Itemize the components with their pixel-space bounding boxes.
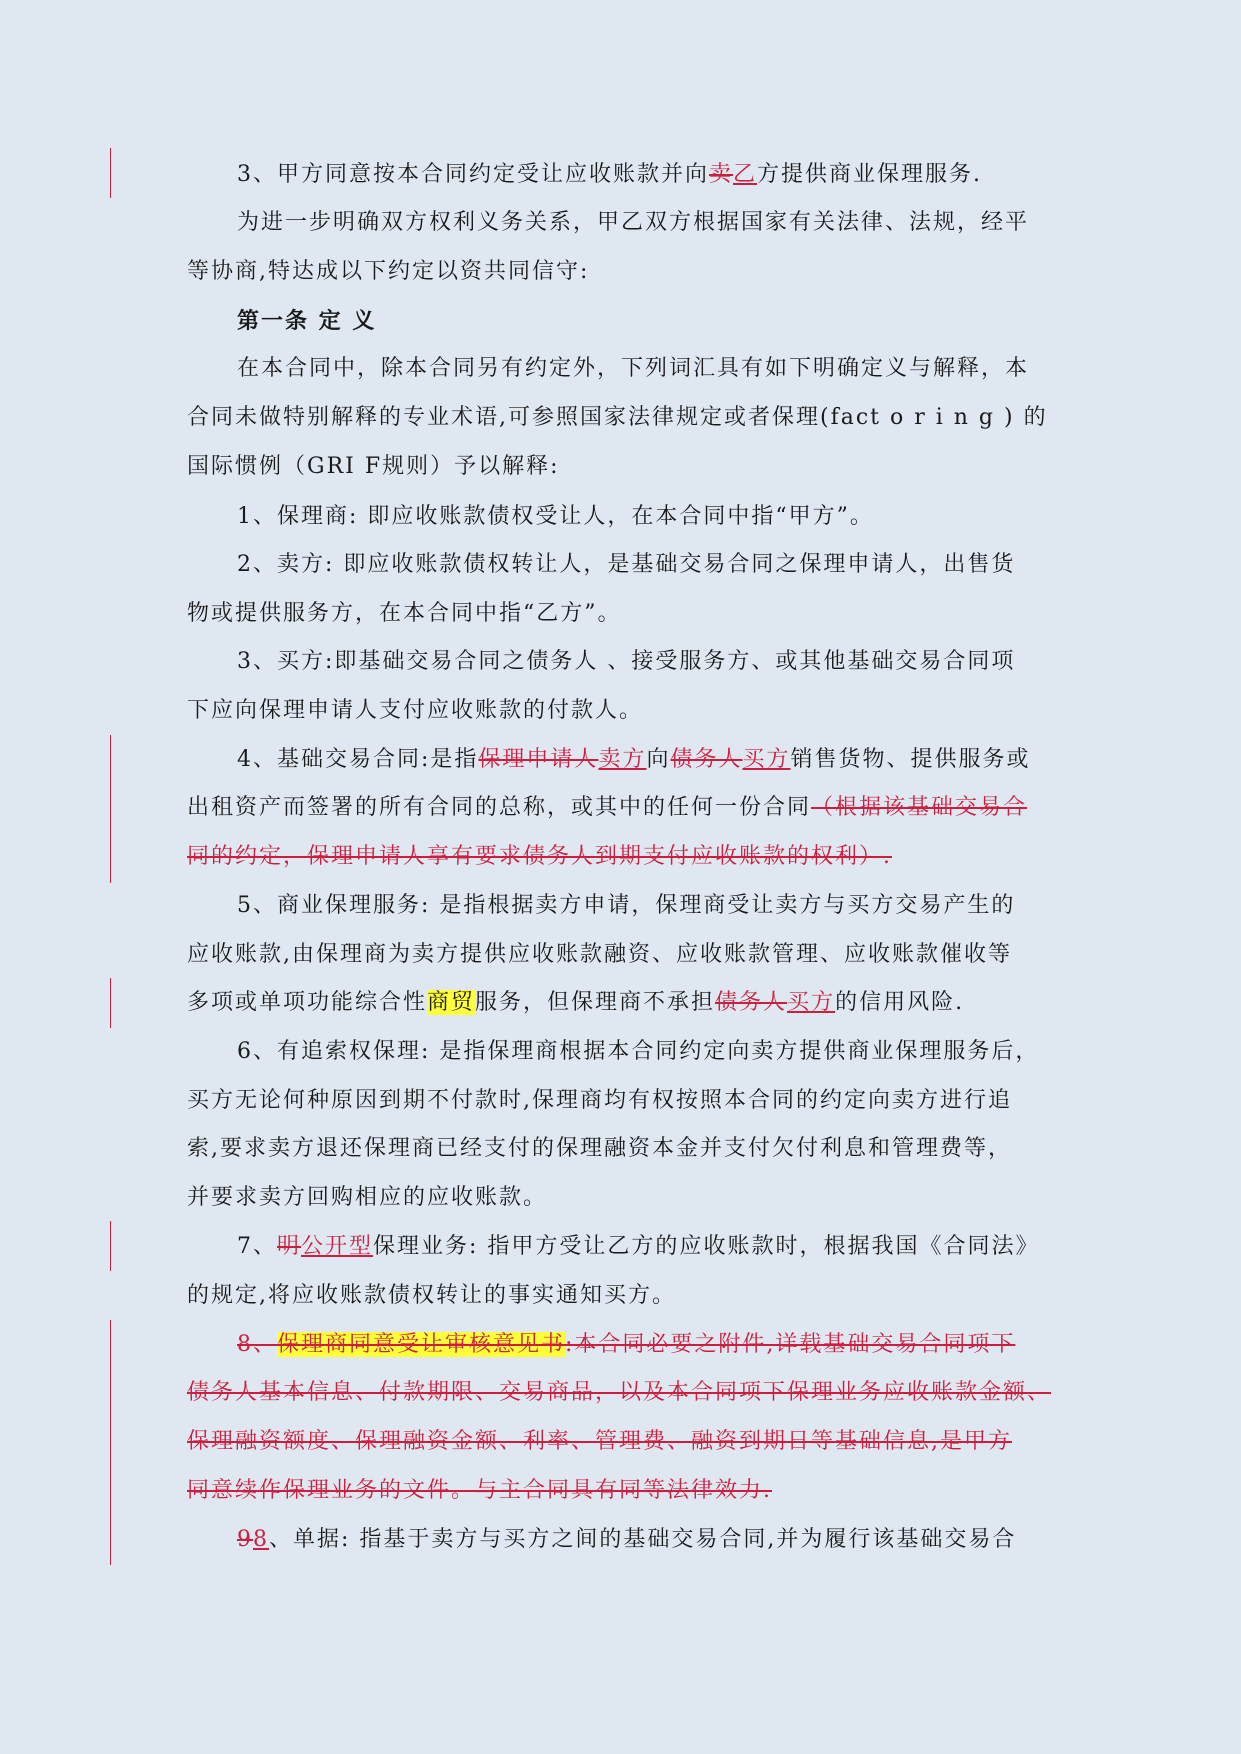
- definition-7-line-2: 的规定,将应收账款债权转让的事实通知买方。: [187, 1283, 676, 1308]
- definition-intro-line-1: 在本合同中，除本合同另有约定外，下列词汇具有如下明确定义与解释，本: [237, 356, 1030, 381]
- article-1-title: 第一条 定 义: [237, 308, 377, 334]
- definition-8-deleted-line-2: 债务人基本信息、付款期限、交易商品，以及本合同项下保理业务应收账款金额、: [187, 1380, 1052, 1405]
- change-bar: [110, 1221, 111, 1271]
- definition-6-line-1: 6、有追索权保理: 是指保理商根据本合同约定向卖方提供商业保理服务后，: [237, 1039, 1040, 1064]
- definition-intro-line-3: 国际惯例（GRI F规则）予以解释:: [187, 454, 560, 479]
- deleted-text: 卖: [709, 162, 734, 187]
- change-bar: [110, 148, 111, 198]
- definition-3-line-2: 下应向保理申请人支付应收账款的付款人。: [187, 698, 644, 723]
- inserted-text: 卖方: [598, 747, 647, 772]
- definition-5-line-3: [187, 988, 964, 1018]
- definition-7-line-1: [237, 1232, 1039, 1262]
- deleted-text: 债务人: [715, 990, 788, 1015]
- text: 、单据: 指基于卖方与买方之间的基础交易合同,并为履行该基础交易合: [269, 1527, 1017, 1552]
- text: 3、甲方同意按本合同约定受让应收账款并向: [237, 162, 709, 187]
- intro-line-1: 为进一步明确双方权利义务关系，甲乙双方根据国家有关法律、法规，经平: [237, 210, 1030, 235]
- deleted-text: 明: [277, 1234, 302, 1259]
- deleted-text: 保理申请人: [478, 747, 599, 772]
- definition-intro-line-2: 合同未做特别解释的专业术语,可参照国家法律规定或者保理(fact o r i n g ) 的: [187, 405, 1048, 430]
- definition-2-line-2: 物或提供服务方，在本合同中指“乙方”。: [187, 601, 622, 626]
- inserted-text: 公开型: [301, 1234, 374, 1259]
- deleted-text: （根据该基础交易合: [811, 795, 1028, 820]
- text: 的信用风险.: [835, 990, 965, 1015]
- inserted-text: 买方: [742, 747, 791, 772]
- inserted-text: 乙: [733, 162, 758, 187]
- deleted-text: :本合同必要之附件,详载基础交易合同项下: [565, 1332, 1016, 1357]
- definition-6-line-3: 索,要求卖方退还保理商已经支付的保理融资本金并支付欠付利息和管理费等，: [187, 1136, 1012, 1161]
- text: 向: [646, 747, 671, 772]
- intro-line-2: 等协商,特达成以下约定以资共同信守:: [187, 259, 590, 284]
- inserted-text: 买方: [787, 990, 836, 1015]
- text: 方提供商业保理服务.: [757, 162, 983, 187]
- change-bar: [110, 978, 111, 1028]
- deleted-highlighted-text: 保理商同意受让审核意见书: [277, 1332, 566, 1357]
- definition-6-line-4: 并要求卖方回购相应的应收账款。: [187, 1185, 548, 1210]
- highlighted-text: 商贸: [427, 990, 476, 1015]
- definition-8-deleted-line-3: 保理融资额度、保理融资金额、利率、管理费、融资到期日等基础信息,是甲方: [187, 1429, 1012, 1454]
- definition-2-line-1: 2、卖方: 即应收账款债权转让人，是基础交易合同之保理申请人，出售货: [237, 552, 1016, 577]
- text: 多项或单项功能综合性: [187, 990, 428, 1015]
- text: 保理业务: 指甲方受让乙方的应收账款时，根据我国《合同法》: [373, 1234, 1040, 1259]
- deleted-text: 债务人: [670, 747, 743, 772]
- definition-3-line-1: 3、买方:即基础交易合同之债务人 、接受服务方、或其他基础交易合同项: [237, 649, 1016, 674]
- deleted-text: 8、: [237, 1332, 277, 1357]
- text: 服务，但保理商不承担: [475, 990, 716, 1015]
- change-bar: [110, 735, 111, 883]
- definition-4-line-3: [187, 842, 892, 872]
- definition-5-line-2: 应收账款,由保理商为卖方提供应收账款融资、应收账款管理、应收账款催收等: [187, 942, 1012, 967]
- definition-4-line-1: [237, 745, 1031, 775]
- definition-1: 1、保理商: 即应收账款债权受让人，在本合同中指“甲方”。: [237, 504, 874, 529]
- text: 销售货物、提供服务或: [790, 747, 1031, 772]
- clause-3: [237, 160, 982, 190]
- definition-6-line-2: 买方无论何种原因到期不付款时,保理商均有权按照本合同的约定向卖方进行追: [187, 1088, 1012, 1113]
- text: 4、基础交易合同:是指: [237, 747, 479, 772]
- definition-9-line-1: [237, 1525, 1016, 1555]
- text: 出租资产而签署的所有合同的总称，或其中的任何一份合同: [187, 795, 812, 820]
- definition-8-deleted-line-4: 同意续作保理业务的文件。与主合同具有同等法律效力.: [187, 1478, 772, 1503]
- definition-8-deleted-line-1: [237, 1330, 1015, 1360]
- inserted-text: 8: [253, 1527, 269, 1552]
- definition-5-line-1: 5、商业保理服务: 是指根据卖方申请，保理商受让卖方与买方交易产生的: [237, 893, 1016, 918]
- change-bar: [110, 1320, 111, 1565]
- definition-4-line-2: [187, 793, 1027, 823]
- deleted-text: 9: [237, 1527, 253, 1552]
- text: 7、: [237, 1234, 277, 1259]
- deleted-text: 同的约定，保理申请人享有要求债务人到期支付应收账款的权利）.: [187, 844, 892, 869]
